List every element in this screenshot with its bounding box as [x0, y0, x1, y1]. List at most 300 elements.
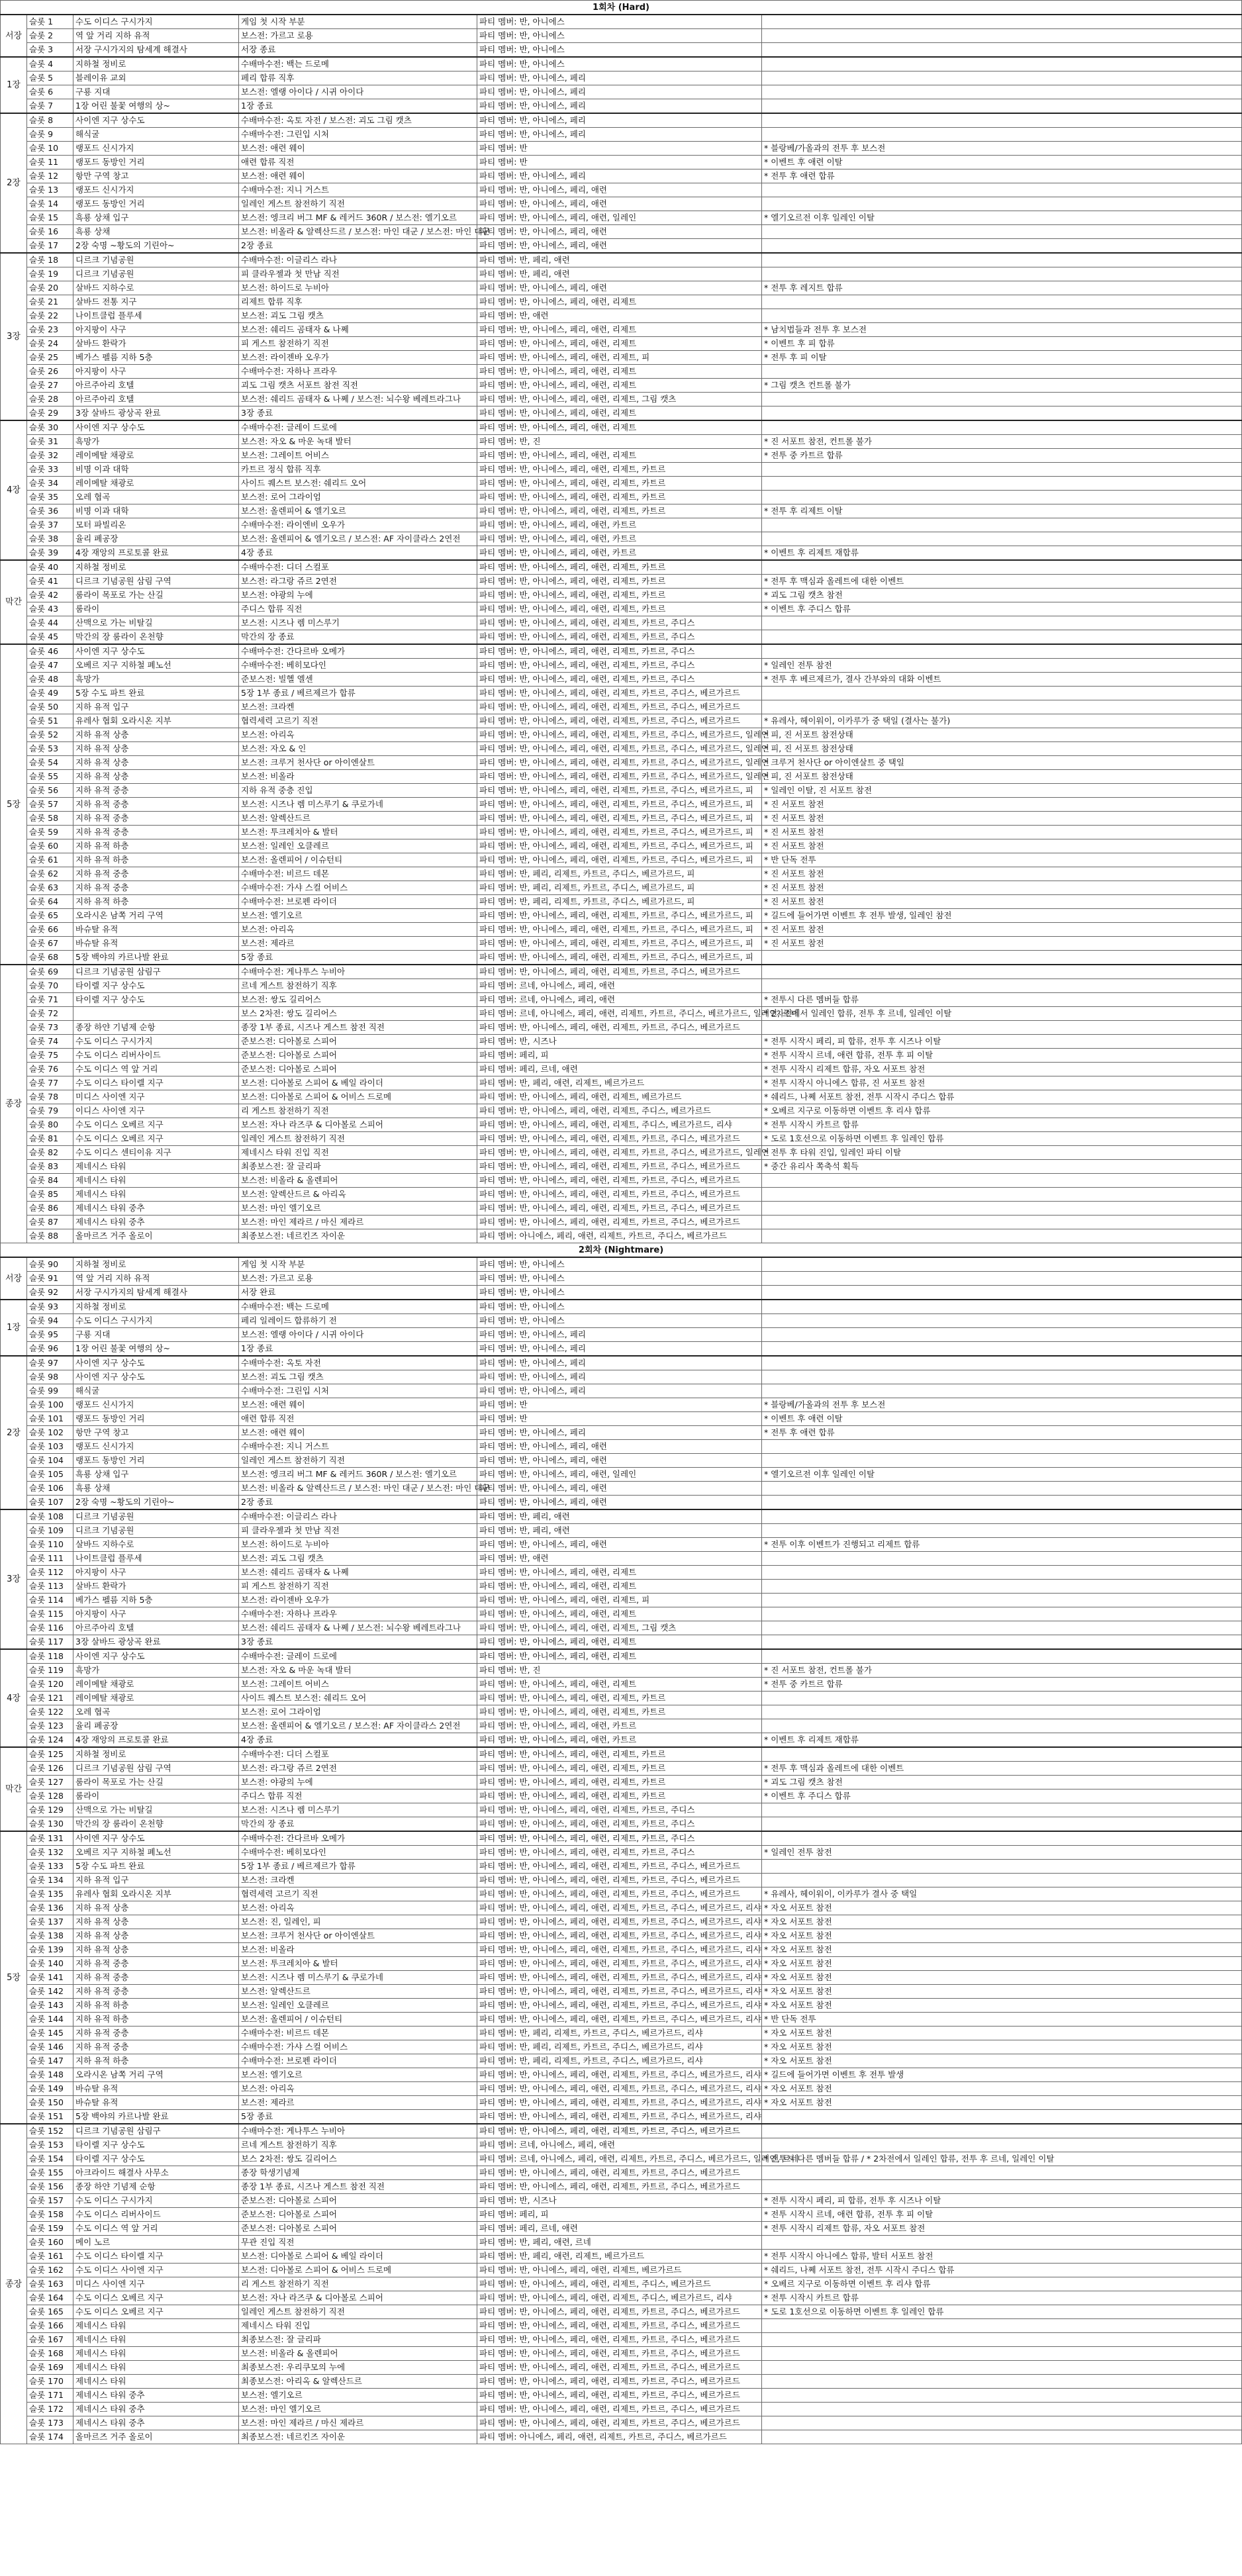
slot-row[interactable]: [1, 714, 1242, 728]
slot-row[interactable]: [1, 1370, 1242, 1384]
slot-row[interactable]: [1, 1118, 1242, 1132]
slot-row[interactable]: [1, 2054, 1242, 2068]
location-cell: 해식굴: [73, 1384, 239, 1398]
party-members-cell: 파티 멤버: 반, 아니에스, 페리, 애련, 리제트: [477, 379, 762, 393]
slot-number-cell: 슬롯 80: [27, 1118, 73, 1132]
slot-row[interactable]: [1, 1607, 1242, 1621]
slot-row[interactable]: [1, 602, 1242, 616]
slot-number-cell: 슬롯 27: [27, 379, 73, 393]
location-cell: 지하 유적 상층: [73, 756, 239, 770]
checkpoint-cell: 수배마수전: 백는 드로메: [239, 57, 477, 72]
slot-row[interactable]: [1, 1314, 1242, 1328]
location-cell: 지하 유적 하층: [73, 895, 239, 909]
slot-row[interactable]: [1, 1538, 1242, 1552]
slot-row[interactable]: [1, 1090, 1242, 1104]
slot-number-cell: 슬롯 6: [27, 85, 73, 99]
slot-row[interactable]: [1, 1887, 1242, 1901]
slot-number-cell: 슬롯 12: [27, 169, 73, 183]
slot-row[interactable]: [1, 1328, 1242, 1342]
slot-row[interactable]: [1, 728, 1242, 742]
slot-row[interactable]: [1, 2222, 1242, 2236]
slot-row[interactable]: [1, 2096, 1242, 2110]
slot-row[interactable]: [1, 546, 1242, 561]
slot-row[interactable]: [1, 1901, 1242, 1915]
slot-row[interactable]: [1, 1580, 1242, 1594]
slot-row[interactable]: [1, 700, 1242, 714]
checkpoint-cell: 보스전: 올렌피어 / 이슈턴티: [239, 2013, 477, 2027]
slot-row[interactable]: [1, 2124, 1242, 2138]
checkpoint-cell: 보스전: 아리옥: [239, 1901, 477, 1915]
slot-row[interactable]: [1, 393, 1242, 406]
location-cell: 지하 유적 상층: [73, 1943, 239, 1957]
slot-row[interactable]: [1, 1971, 1242, 1985]
checkpoint-cell: 수배마수전: 옥토 자전: [239, 1356, 477, 1370]
party-members-cell: 파티 멤버: 반, 아니에스, 페리: [477, 128, 762, 142]
party-members-cell: 파티 멤버: 반, 아니에스, 페리, 애련, 카트르: [477, 1719, 762, 1733]
slot-number-cell: 슬롯 15: [27, 211, 73, 225]
slot-row[interactable]: [1, 239, 1242, 254]
note-cell: [762, 1272, 1242, 1286]
slot-number-cell: 슬롯 50: [27, 700, 73, 714]
slot-row[interactable]: [1, 1063, 1242, 1076]
slot-row[interactable]: [1, 1705, 1242, 1719]
slot-row[interactable]: [1, 993, 1242, 1007]
location-cell: 구룡 지대: [73, 85, 239, 99]
slot-row[interactable]: [1, 1440, 1242, 1454]
slot-number-cell: 슬롯 48: [27, 673, 73, 687]
note-cell: [762, 365, 1242, 379]
slot-row[interactable]: [1, 2333, 1242, 2347]
slot-row[interactable]: [1, 1202, 1242, 1216]
party-members-cell: 파티 멤버: 반, 아니에스, 페리, 애련, 리제트, 카트르: [477, 1776, 762, 1789]
slot-row[interactable]: [1, 1649, 1242, 1664]
slot-row[interactable]: [1, 379, 1242, 393]
slot-row[interactable]: [1, 253, 1242, 267]
checkpoint-cell: 3장 종료: [239, 406, 477, 421]
slot-row[interactable]: [1, 1762, 1242, 1776]
location-cell: 베가스 펠름 지하 5층: [73, 351, 239, 365]
slot-row[interactable]: [1, 2375, 1242, 2389]
slot-row[interactable]: [1, 2403, 1242, 2416]
location-cell: 레이메탈 채광로: [73, 449, 239, 463]
slot-row[interactable]: [1, 867, 1242, 881]
slot-row[interactable]: [1, 979, 1242, 993]
location-cell: 살바드 전통 지구: [73, 295, 239, 309]
slot-row[interactable]: [1, 267, 1242, 281]
slot-number-cell: 슬롯 150: [27, 2096, 73, 2110]
slot-row[interactable]: [1, 1509, 1242, 1524]
slot-row[interactable]: [1, 812, 1242, 826]
location-cell: 지하 유적 상층: [73, 1901, 239, 1915]
checkpoint-cell: 보스전: 투크레치아 & 발터: [239, 826, 477, 839]
slot-row[interactable]: [1, 85, 1242, 99]
slot-row[interactable]: [1, 532, 1242, 546]
checkpoint-cell: 5장 종료: [239, 2110, 477, 2124]
location-cell: 아지팡이 사구: [73, 323, 239, 337]
slot-row[interactable]: [1, 1257, 1242, 1272]
location-cell: 지하 유적 상층: [73, 728, 239, 742]
location-cell: 항만 구역 창고: [73, 1426, 239, 1440]
slot-row[interactable]: [1, 518, 1242, 532]
checkpoint-cell: 협력세력 고르기 직전: [239, 1887, 477, 1901]
slot-row[interactable]: [1, 1104, 1242, 1118]
slot-row[interactable]: [1, 183, 1242, 197]
note-cell: [762, 239, 1242, 254]
slot-row[interactable]: [1, 1957, 1242, 1971]
party-members-cell: 파티 멤버: 반, 페리, 리제트, 카트르, 주디스, 베르가르드, 피: [477, 881, 762, 895]
slot-row[interactable]: [1, 2180, 1242, 2194]
slot-row[interactable]: [1, 2040, 1242, 2054]
slot-row[interactable]: [1, 1831, 1242, 1846]
location-cell: 역 앞 거리 지하 유적: [73, 1272, 239, 1286]
slot-row[interactable]: [1, 881, 1242, 895]
party-members-cell: 파티 멤버: 페리, 르네, 애련: [477, 2222, 762, 2236]
slot-row[interactable]: [1, 99, 1242, 114]
slot-row[interactable]: [1, 644, 1242, 659]
location-cell: 수도 이디스 센티이유 지구: [73, 1146, 239, 1160]
slot-number-cell: 슬롯 9: [27, 128, 73, 142]
slot-number-cell: 슬롯 143: [27, 1999, 73, 2013]
slot-row[interactable]: [1, 1664, 1242, 1678]
party-members-cell: 파티 멤버: 반, 페리, 애련, 르네: [477, 2236, 762, 2250]
slot-row[interactable]: [1, 337, 1242, 351]
note-cell: * 진 서포트 참전: [762, 895, 1242, 909]
slot-row[interactable]: [1, 1007, 1242, 1021]
note-cell: [762, 2180, 1242, 2194]
location-cell: 율리 폐공장: [73, 1719, 239, 1733]
slot-row[interactable]: [1, 1272, 1242, 1286]
slot-row[interactable]: [1, 659, 1242, 673]
location-cell: 흑망가: [73, 673, 239, 687]
slot-row[interactable]: [1, 1789, 1242, 1803]
slot-row[interactable]: [1, 826, 1242, 839]
slot-row[interactable]: [1, 420, 1242, 435]
location-cell: 지하 유적 하층: [73, 839, 239, 853]
slot-row[interactable]: [1, 1860, 1242, 1874]
slot-row[interactable]: [1, 1035, 1242, 1049]
note-cell: [762, 1314, 1242, 1328]
slot-row[interactable]: [1, 169, 1242, 183]
slot-row[interactable]: [1, 2416, 1242, 2430]
location-cell: 랭포드 동방인 거리: [73, 197, 239, 211]
slot-row[interactable]: [1, 1132, 1242, 1146]
slot-row[interactable]: [1, 1426, 1242, 1440]
slot-row[interactable]: [1, 2319, 1242, 2333]
slot-row[interactable]: [1, 2389, 1242, 2403]
party-members-cell: 파티 멤버: 반, 아니에스, 페리, 애련, 리제트, 카트르, 주디스, 베르가르드: [477, 2319, 762, 2333]
slot-row[interactable]: [1, 2305, 1242, 2319]
slot-row[interactable]: [1, 281, 1242, 295]
checkpoint-cell: 제네시스 타워 진입 직전: [239, 1146, 477, 1160]
location-cell: 율리 폐공장: [73, 532, 239, 546]
party-members-cell: 파티 멤버: 반: [477, 1398, 762, 1412]
party-members-cell: 파티 멤버: 반, 아니에스: [477, 43, 762, 58]
slot-row[interactable]: [1, 449, 1242, 463]
slot-row[interactable]: [1, 1021, 1242, 1035]
slot-row[interactable]: [1, 1999, 1242, 2013]
slot-row[interactable]: [1, 1468, 1242, 1482]
checkpoint-cell: 보스전: 비올라 & 알렉산드르 / 보스전: 마인 대군 / 보스전: 마인 대군: [239, 225, 477, 239]
checkpoint-cell: 보스전: 제라르: [239, 2096, 477, 2110]
checkpoint-cell: 보스전: 가르고 로용: [239, 29, 477, 43]
slot-row[interactable]: [1, 1817, 1242, 1832]
slot-row[interactable]: [1, 1874, 1242, 1887]
slot-row[interactable]: [1, 2291, 1242, 2305]
slot-row[interactable]: [1, 211, 1242, 225]
note-cell: [762, 1174, 1242, 1188]
slot-row[interactable]: [1, 1985, 1242, 1999]
location-cell: 서장 구시가지의 탐세계 해결사: [73, 43, 239, 58]
slot-row[interactable]: [1, 1356, 1242, 1370]
slot-number-cell: 슬롯 113: [27, 1580, 73, 1594]
slot-row[interactable]: [1, 1803, 1242, 1817]
note-cell: * 반 단독 전투: [762, 2013, 1242, 2027]
slot-row[interactable]: [1, 756, 1242, 770]
slot-row[interactable]: [1, 1692, 1242, 1705]
slot-row[interactable]: [1, 1621, 1242, 1635]
slot-row[interactable]: [1, 113, 1242, 128]
slot-row[interactable]: [1, 1733, 1242, 1748]
slot-row[interactable]: [1, 853, 1242, 867]
slot-row[interactable]: [1, 1929, 1242, 1943]
party-members-cell: 파티 멤버: 반, 아니에스, 페리, 애련, 리제트, 베르가르드: [477, 2264, 762, 2277]
location-cell: 지하 유적 중층: [73, 784, 239, 798]
party-members-cell: 파티 멤버: 반, 아니에스, 페리, 애련, 카트르: [477, 546, 762, 561]
slot-number-cell: 슬롯 56: [27, 784, 73, 798]
slot-row[interactable]: [1, 491, 1242, 504]
slot-row[interactable]: [1, 1566, 1242, 1580]
slot-number-cell: 슬롯 126: [27, 1762, 73, 1776]
slot-row[interactable]: [1, 1943, 1242, 1957]
location-cell: 제네시스 타워 중추: [73, 1202, 239, 1216]
slot-row[interactable]: [1, 965, 1242, 979]
slot-row[interactable]: [1, 57, 1242, 72]
chapter-cell: 4장: [1, 420, 27, 560]
slot-row[interactable]: [1, 1635, 1242, 1650]
checkpoint-cell: 수배마수전: 옥토 자전 / 보스전: 괴도 그림 캣츠: [239, 113, 477, 128]
location-cell: 제네시스 타워: [73, 2361, 239, 2375]
slot-row[interactable]: [1, 295, 1242, 309]
slot-row[interactable]: [1, 784, 1242, 798]
slot-number-cell: 슬롯 43: [27, 602, 73, 616]
party-members-cell: 파티 멤버: 반, 아니에스, 페리, 애련, 리제트, 카트르, 주디스, 베르가르드, 리샤: [477, 2096, 762, 2110]
slot-row[interactable]: [1, 895, 1242, 909]
party-members-cell: 파티 멤버: 반, 아니에스, 페리, 애련, 리제트, 카트르, 주디스, 베르가르드: [477, 700, 762, 714]
slot-row[interactable]: [1, 630, 1242, 645]
slot-row[interactable]: [1, 43, 1242, 58]
slot-row[interactable]: [1, 1846, 1242, 1860]
slot-row[interactable]: [1, 1049, 1242, 1063]
slot-row[interactable]: [1, 1482, 1242, 1496]
slot-row[interactable]: [1, 2138, 1242, 2152]
slot-row[interactable]: [1, 687, 1242, 700]
slot-number-cell: 슬롯 31: [27, 435, 73, 449]
slot-row[interactable]: [1, 575, 1242, 589]
note-cell: [762, 1719, 1242, 1733]
slot-row[interactable]: [1, 1454, 1242, 1468]
slot-row[interactable]: [1, 1384, 1242, 1398]
party-members-cell: 파티 멤버: 반, 애련: [477, 309, 762, 323]
slot-number-cell: 슬롯 110: [27, 1538, 73, 1552]
slot-row[interactable]: [1, 1160, 1242, 1174]
note-cell: * 자오 서포트 참전: [762, 1915, 1242, 1929]
location-cell: 2장 숙명 ~황도의 기린아~: [73, 239, 239, 254]
location-cell: 막간의 장 룸라이 온천향: [73, 1817, 239, 1832]
slot-number-cell: 슬롯 135: [27, 1887, 73, 1901]
party-members-cell: 파티 멤버: 반, 아니에스, 페리, 애련: [477, 1454, 762, 1468]
slot-row[interactable]: [1, 2068, 1242, 2082]
party-members-cell: 파티 멤버: 반, 아니에스, 페리, 애련, 리제트, 카트르, 주디스, 베르가르드: [477, 2389, 762, 2403]
note-cell: [762, 1229, 1242, 1243]
location-cell: 흑망가: [73, 435, 239, 449]
note-cell: * 쉐리드, 나쩨 서포트 참전, 전투 시작시 주디스 합류: [762, 2264, 1242, 2277]
slot-row[interactable]: [1, 770, 1242, 784]
slot-row[interactable]: [1, 2013, 1242, 2027]
slot-row[interactable]: [1, 1719, 1242, 1733]
slot-number-cell: 슬롯 82: [27, 1146, 73, 1160]
slot-row[interactable]: [1, 365, 1242, 379]
slot-row[interactable]: [1, 1678, 1242, 1692]
slot-row[interactable]: [1, 128, 1242, 142]
slot-row[interactable]: [1, 616, 1242, 630]
slot-row[interactable]: [1, 197, 1242, 211]
slot-row[interactable]: [1, 15, 1242, 29]
party-members-cell: 파티 멤버: 반, 아니에스, 페리, 애련, 리제트: [477, 1566, 762, 1580]
slot-row[interactable]: [1, 142, 1242, 156]
slot-number-cell: 슬롯 149: [27, 2082, 73, 2096]
party-members-cell: 파티 멤버: 반, 아니에스, 페리, 애련, 리제트: [477, 1580, 762, 1594]
location-cell: 지하 유적 하층: [73, 2054, 239, 2068]
checkpoint-cell: 애련 합류 직전: [239, 156, 477, 169]
slot-row[interactable]: [1, 1496, 1242, 1510]
slot-row[interactable]: [1, 435, 1242, 449]
slot-row[interactable]: [1, 2277, 1242, 2291]
slot-row[interactable]: [1, 1552, 1242, 1566]
slot-row[interactable]: [1, 1747, 1242, 1762]
location-cell: 룸라이 목포로 가는 산길: [73, 1776, 239, 1789]
slot-row[interactable]: [1, 742, 1242, 756]
slot-row[interactable]: [1, 1216, 1242, 1229]
checkpoint-cell: 보스전: 가르고 로용: [239, 1272, 477, 1286]
slot-row[interactable]: [1, 156, 1242, 169]
part-title-row: [1, 1243, 1242, 1258]
slot-row[interactable]: [1, 1229, 1242, 1243]
checkpoint-cell: 보스전: 일레인 오클레르: [239, 1999, 477, 2013]
note-cell: * 전투 후 리제트 이탈: [762, 504, 1242, 518]
slot-row[interactable]: [1, 909, 1242, 923]
slot-row[interactable]: [1, 2082, 1242, 2096]
checkpoint-cell: 최종보스전: 아리옥 & 알렉산드르: [239, 2375, 477, 2389]
slot-row[interactable]: [1, 951, 1242, 965]
checkpoint-cell: 보스전: 야광의 누에: [239, 589, 477, 602]
location-cell: 사이엔 지구 상수도: [73, 113, 239, 128]
location-cell: 3장 살바드 광상곡 완료: [73, 1635, 239, 1650]
slot-row[interactable]: [1, 839, 1242, 853]
checkpoint-cell: 괴도 그림 캣츠 서포트 참전 직전: [239, 379, 477, 393]
note-cell: * 괴도 그림 캣츠 참전: [762, 589, 1242, 602]
slot-row[interactable]: [1, 2027, 1242, 2040]
slot-row[interactable]: [1, 798, 1242, 812]
slot-number-cell: 슬롯 163: [27, 2277, 73, 2291]
slot-row[interactable]: [1, 504, 1242, 518]
party-members-cell: 파티 멤버: 반, 아니에스, 페리: [477, 1356, 762, 1370]
note-cell: [762, 1580, 1242, 1594]
slot-row[interactable]: [1, 1776, 1242, 1789]
party-members-cell: 파티 멤버: 반, 아니에스, 페리, 애련, 일레인: [477, 1468, 762, 1482]
checkpoint-cell: 보스전: 일레인 오클레르: [239, 839, 477, 853]
location-cell: 지하 유적 중층: [73, 798, 239, 812]
location-cell: 지하 유적 입구: [73, 1874, 239, 1887]
note-cell: * 전투시 다른 멤버들 합류 / * 2차전에서 일레인 합류, 전투 후 르네, 일레인 이탈: [762, 2152, 1242, 2166]
location-cell: 항만 구역 창고: [73, 169, 239, 183]
location-cell: 디르크 기념공원 삼림 구역: [73, 575, 239, 589]
checkpoint-cell: 보스전: 시즈나 렘 미스루기: [239, 616, 477, 630]
party-members-cell: 파티 멤버: 반, 아니에스, 페리, 애련, 리제트, 카트르, 주디스, 베르가르드, 피: [477, 923, 762, 937]
location-cell: 서장 구시가지의 탐세계 해결사: [73, 1286, 239, 1300]
slot-row[interactable]: [1, 1412, 1242, 1426]
slot-row[interactable]: [1, 351, 1242, 365]
checkpoint-cell: 최종보스전: 잘 글리파: [239, 1160, 477, 1174]
slot-row[interactable]: [1, 477, 1242, 491]
slot-row[interactable]: [1, 1300, 1242, 1314]
slot-row[interactable]: [1, 937, 1242, 951]
slot-row[interactable]: [1, 923, 1242, 937]
checkpoint-cell: 종장 1부 종료, 시즈나 게스트 참전 직전: [239, 1021, 477, 1035]
note-cell: [762, 43, 1242, 58]
slot-row[interactable]: [1, 29, 1242, 43]
slot-row[interactable]: [1, 225, 1242, 239]
note-cell: [762, 2110, 1242, 2124]
slot-row[interactable]: [1, 1342, 1242, 1357]
slot-row[interactable]: [1, 1188, 1242, 1202]
location-cell: 3장 살바드 광상곡 완료: [73, 406, 239, 421]
slot-row[interactable]: [1, 2208, 1242, 2222]
slot-row[interactable]: [1, 2361, 1242, 2375]
slot-row[interactable]: [1, 1915, 1242, 1929]
slot-row[interactable]: [1, 589, 1242, 602]
slot-row[interactable]: [1, 463, 1242, 477]
slot-row[interactable]: [1, 2166, 1242, 2180]
slot-row[interactable]: [1, 1398, 1242, 1412]
slot-row[interactable]: [1, 1174, 1242, 1188]
slot-row[interactable]: [1, 2110, 1242, 2124]
slot-row[interactable]: [1, 323, 1242, 337]
location-cell: 5장 백야의 카르나발 완료: [73, 951, 239, 965]
slot-row[interactable]: [1, 1524, 1242, 1538]
slot-row[interactable]: [1, 406, 1242, 421]
slot-row[interactable]: [1, 1146, 1242, 1160]
slot-row[interactable]: [1, 2250, 1242, 2264]
slot-number-cell: 슬롯 19: [27, 267, 73, 281]
slot-row[interactable]: [1, 2194, 1242, 2208]
slot-row[interactable]: [1, 72, 1242, 85]
slot-row[interactable]: [1, 560, 1242, 575]
slot-row[interactable]: [1, 2430, 1242, 2444]
slot-row[interactable]: [1, 673, 1242, 687]
slot-row[interactable]: [1, 2264, 1242, 2277]
note-cell: [762, 113, 1242, 128]
slot-row[interactable]: [1, 2152, 1242, 2166]
slot-row[interactable]: [1, 309, 1242, 323]
slot-row[interactable]: [1, 1076, 1242, 1090]
party-members-cell: 파티 멤버: 반, 아니에스, 페리, 애련, 리제트, 카트르, 주디스, 베르가르드, 일레인: [477, 742, 762, 756]
slot-row[interactable]: [1, 2347, 1242, 2361]
party-members-cell: 파티 멤버: 반, 아니에스, 페리, 애련, 리제트, 카트르, 주디스, 베르가르드, 리샤: [477, 1985, 762, 1999]
slot-row[interactable]: [1, 1286, 1242, 1300]
slot-row[interactable]: [1, 2236, 1242, 2250]
party-members-cell: 파티 멤버: 아니에스, 페리, 애련, 리제트, 카트르, 주디스, 베르가르드: [477, 2430, 762, 2444]
slot-row[interactable]: [1, 1594, 1242, 1607]
